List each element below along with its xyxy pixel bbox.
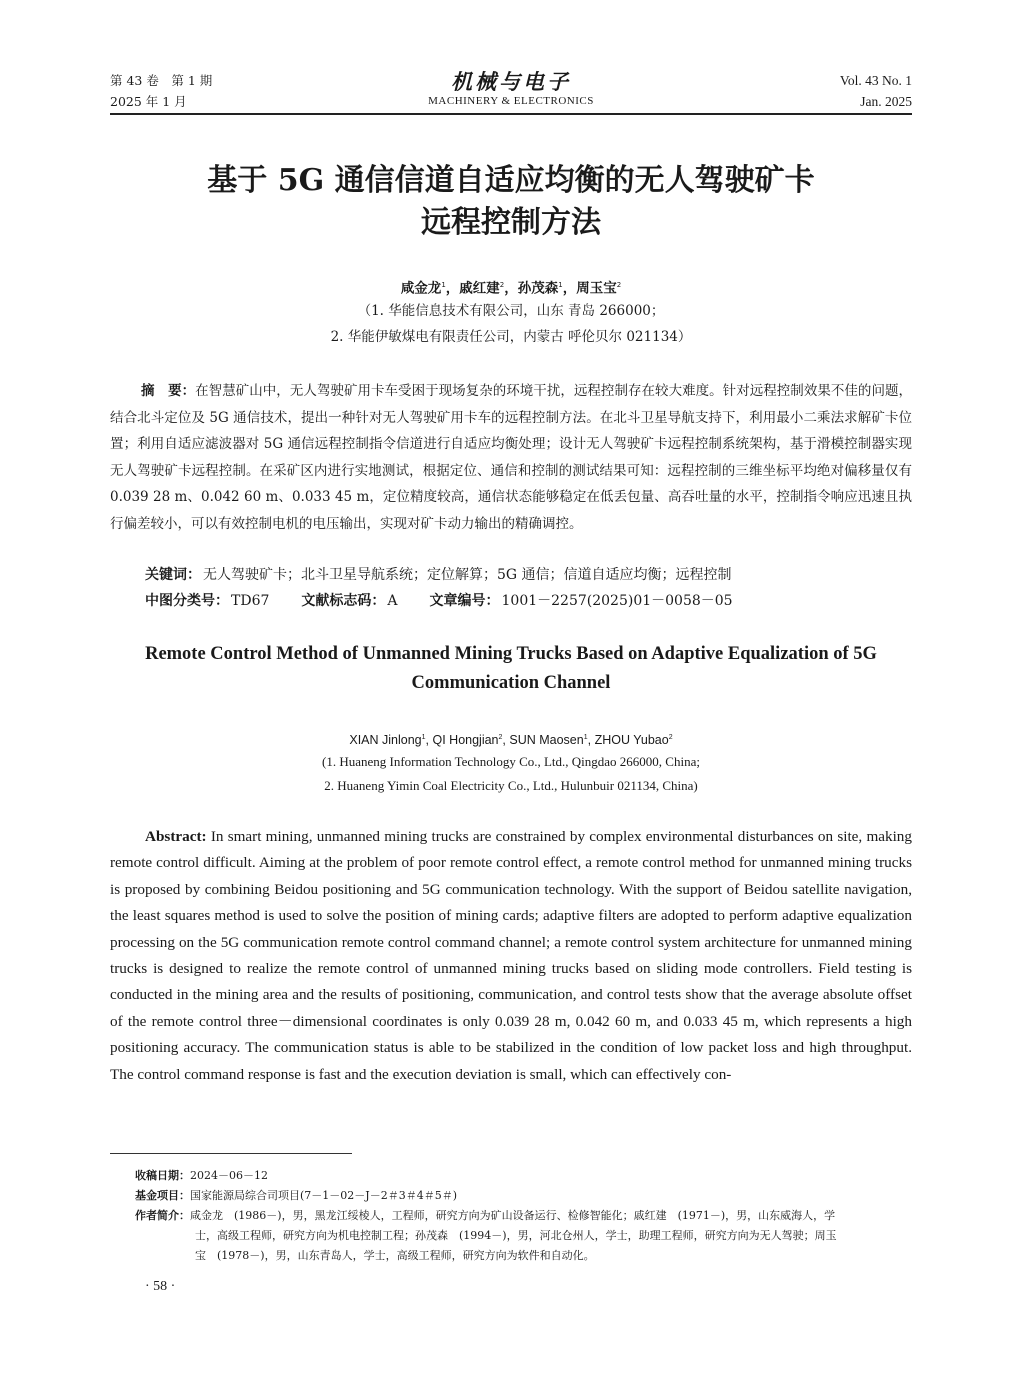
issue-date: 2025 年 1 月 bbox=[110, 94, 187, 109]
bio-line-3: 宝 (1978－)，男，山东青岛人，学士，高级工程师，研究方向为软件和自动化。 bbox=[195, 1249, 595, 1262]
paper-title-en bbox=[110, 640, 912, 698]
footnote-received bbox=[135, 1166, 915, 1186]
author-affiliation-mark: 1 bbox=[421, 734, 426, 741]
volume-issue: 第 43 卷 第 1 期 bbox=[110, 73, 213, 88]
author-name-en: QI Hongjian bbox=[432, 733, 499, 748]
article-number-label: 文章编号： bbox=[429, 593, 500, 609]
bio-label: 作者简介： bbox=[135, 1209, 190, 1222]
keywords-cn-text: 无人驾驶矿卡；北斗卫星导航系统；定位解算；5G 通信；信道自适应均衡；远程控制 bbox=[203, 567, 732, 583]
author-affiliation-mark: 2 bbox=[499, 281, 505, 289]
bio-line-1: 咸金龙 (1986－)，男，黑龙江绥棱人，工程师，研究方向为矿山设备运行、检修智能化；戚红建 (1971－)，男，山东威海人，学 bbox=[190, 1209, 836, 1222]
abstract-cn-text: 在智慧矿山中，无人驾驶矿用卡车受困于现场复杂的环境干扰，远程控制存在较大难度。针对远程控制效果不佳的问题，结合北斗定位及 5G 通信技术，提出一种针对无人驾驶矿用卡车的远程控制方法。在北斗卫星导航支持下，利用最小二乘法求解矿卡位置；利用自适应滤波器对 5G 通信远程控制指令信道进行自适应均衡处理；设计无人驾驶矿卡远程控制系统架构，基于滑模控制器实现无人驾驶矿卡远程控制。在采矿区内进行实地测试，根据定位、通信和控制的测试结果可知：远程控制的三维坐标平均绝对偏移量仅有 0.039 28 m、0.042 60 m、0.033 45 m，定位精度较高，通信状态能够稳定在低丢包量、高吞吐量的水平，控制指令响应迅速且执行偏差较小，可以有效控制电机的电压输出，实现对矿卡动力输出的精确调控。 bbox=[110, 383, 913, 532]
title-line-2: 远程控制方法 bbox=[421, 205, 601, 240]
author-affiliation-mark: 1 bbox=[441, 281, 446, 289]
author-affiliation-mark: 2 bbox=[616, 281, 622, 289]
author-name: 戚红建 bbox=[459, 280, 500, 297]
clc-value: TD67 bbox=[231, 593, 270, 609]
page-number: · 58 · bbox=[145, 1279, 176, 1294]
received-date: 2024－06－12 bbox=[190, 1169, 268, 1182]
author-affiliation-mark: 1 bbox=[558, 281, 563, 289]
author-list-cn: 咸金龙$^1$，戚红建$^2$，孙茂森$^1$，周玉宝$^2$ bbox=[400, 280, 622, 297]
issue-date-en: Jan. 2025 bbox=[860, 94, 912, 109]
author-name-en: XIAN Jinlong bbox=[349, 733, 422, 748]
doc-code-label: 文献标志码： bbox=[301, 593, 386, 609]
author-affiliation-mark: 1 bbox=[583, 734, 588, 741]
paper-title-cn bbox=[110, 160, 912, 244]
doc-code-value: A bbox=[387, 593, 398, 609]
footnote-rule bbox=[110, 1153, 352, 1154]
abstract-cn bbox=[110, 378, 912, 537]
author-affiliation-mark: 2 bbox=[668, 734, 673, 741]
journal-masthead bbox=[110, 70, 912, 108]
abstract-en-text: In smart mining, unmanned mining trucks are constrained by complex environmental disturbances on site, making remote control difficult. Aiming at the problem of poor remote control effect, a remote control method for unmanned mining trucks is proposed by combining Beidou positioning and 5G communication technology. With the support of Beidou satellite navigation, the least squares method is used to solve the position of mining cards; adaptive filters are adopted to perform adaptive equalization processing on the 5G communication remote control command channel; a remote control system architecture for unmanned mining trucks is designed to realize the remote control of unmanned mining trucks based on sliding mode controllers. Field testing is conducted in the mining area and the results of positioning, communication, and control tests show that the average absolute offset of the remote control three－dimensional coordinates is only 0.039 28 m, 0.042 60 m, and 0.033 45 m, which represents a high positioning accuracy. The communication status is able to be stabilized in the condition of low packet loss and high throughput. The control command response is fast and the execution deviation is small, which can effectively con- bbox=[110, 828, 912, 1083]
affiliation-en-1: (1. Huaneng Information Technology Co., Ltd., Qingdao 266000, China; bbox=[322, 754, 700, 769]
affiliation-en-2: 2. Huaneng Yimin Coal Electricity Co., Ltd., Hulunbuir 021134, China) bbox=[324, 778, 698, 793]
keywords-cn-label: 关键词： bbox=[145, 567, 201, 583]
author-list-en: XIAN Jinlong$^1$, QI Hongjian$^2$, SUN Maosen$^1$, ZHOU Yubao$^2$ bbox=[349, 733, 673, 748]
affiliation-cn-2: 2. 华能伊敏煤电有限责任公司，内蒙古 呼伦贝尔 021134） bbox=[330, 329, 692, 345]
running-header bbox=[110, 70, 912, 114]
clc-label: 中图分类号： bbox=[145, 593, 229, 609]
journal-name-en: MACHINERY & ELECTRONICS bbox=[428, 95, 594, 107]
article-number-value: 1001－2257(2025)01－0058－05 bbox=[501, 593, 733, 609]
abstract-en-label: Abstract: bbox=[145, 828, 207, 845]
author-name-en: SUN Maosen bbox=[509, 733, 584, 748]
title-en-line-1: Remote Control Method of Unmanned Mining Trucks Based on Adaptive Equalization of 5G bbox=[145, 644, 877, 664]
footnote-author-bio bbox=[135, 1206, 915, 1266]
bio-line-2: 士，高级工程师，研究方向为机电控制工程；孙茂森 (1994－)，男，河北仓州人，学士，助理工程师，研究方向为无人驾驶；周玉 bbox=[195, 1229, 837, 1242]
journal-logo: 机械与电子 bbox=[451, 69, 571, 94]
title-en-line-2: Communication Channel bbox=[411, 673, 611, 693]
affiliation-cn-1: （1. 华能信息技术有限公司，山东 青岛 266000； bbox=[357, 303, 665, 319]
author-name: 周玉宝 bbox=[576, 280, 617, 297]
author-affiliation-mark: 2 bbox=[498, 734, 503, 741]
fund-value: 国家能源局综合司项目(7－1－02－J－2＃3＃4＃5＃) bbox=[190, 1189, 457, 1202]
author-name: 咸金龙 bbox=[400, 280, 442, 297]
volume-number-en: Vol. 43 No. 1 bbox=[839, 73, 912, 88]
received-label: 收稿日期： bbox=[135, 1169, 190, 1182]
fund-label: 基金项目： bbox=[135, 1189, 190, 1202]
header-rule bbox=[110, 113, 912, 115]
abstract-en bbox=[110, 824, 912, 1088]
issue-info-en bbox=[840, 70, 912, 112]
abstract-cn-label: 摘 要： bbox=[141, 383, 196, 399]
classification-line bbox=[145, 589, 733, 613]
keywords-cn bbox=[145, 563, 732, 587]
footnote-fund bbox=[135, 1186, 915, 1206]
title-line-1: 基于 5G 通信信道自适应均衡的无人驾驶矿卡 bbox=[207, 163, 815, 198]
author-name-en: ZHOU Yubao bbox=[594, 733, 669, 748]
author-name: 孙茂森 bbox=[517, 280, 559, 297]
